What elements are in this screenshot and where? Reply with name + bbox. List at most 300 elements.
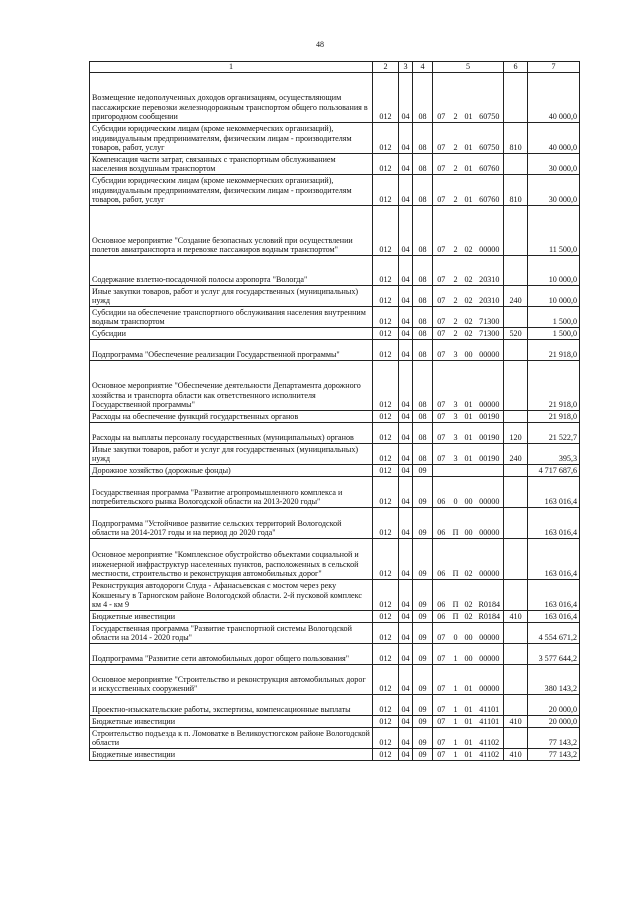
table-row [90, 307, 580, 328]
row-code-gov: 012 [373, 307, 399, 328]
row-name: Иные закупки товаров, работ и услуг для государственных (муниципальных) нужд [90, 286, 373, 307]
row-code-expense-type [504, 206, 528, 256]
row-code-subprogram: 1 [450, 749, 462, 761]
row-code-activity: 01 [462, 154, 476, 175]
table-row [90, 539, 580, 580]
row-code-subprogram: П [450, 611, 462, 623]
table-row [90, 423, 580, 444]
row-code-direction: 41101 [476, 716, 504, 728]
header-col-4: 4 [413, 62, 433, 73]
row-code-program: 07 [433, 716, 450, 728]
row-code-gov: 012 [373, 175, 399, 206]
table-row [90, 123, 580, 154]
row-code-gov: 012 [373, 154, 399, 175]
row-code-gov: 012 [373, 580, 399, 611]
row-code-direction: 00000 [476, 644, 504, 665]
row-code-activity: 00 [462, 644, 476, 665]
table-row [90, 695, 580, 716]
row-code-direction: 41102 [476, 728, 504, 749]
table-row [90, 623, 580, 644]
row-code-program: 07 [433, 256, 450, 286]
row-name: Проектно-изыскательские работы, экспертизы, компенсационные выплаты [90, 695, 373, 716]
row-code-expense-type [504, 508, 528, 539]
table-row [90, 73, 580, 123]
row-name: Государственная программа "Развитие агропромышленного комплекса и потребительского рынка Вологодской области на 2013-2020 годы" [90, 477, 373, 508]
row-amount: 380 143,2 [528, 665, 580, 695]
row-amount: 40 000,0 [528, 73, 580, 123]
row-code-activity: 02 [462, 256, 476, 286]
row-code-subprogram: 0 [450, 623, 462, 644]
row-code-gov: 012 [373, 508, 399, 539]
row-code-subsection: 09 [413, 644, 433, 665]
row-amount: 40 000,0 [528, 123, 580, 154]
row-code-section: 04 [399, 539, 413, 580]
row-code-gov: 012 [373, 465, 399, 477]
header-row [90, 62, 580, 73]
row-code-expense-type [504, 695, 528, 716]
row-code-subsection: 08 [413, 256, 433, 286]
row-code-direction: 20310 [476, 286, 504, 307]
row-code-direction: 60750 [476, 73, 504, 123]
row-amount: 21 918,0 [528, 411, 580, 423]
row-code-activity: 00 [462, 340, 476, 361]
row-code-expense-type [504, 307, 528, 328]
row-code-subprogram: 2 [450, 123, 462, 154]
row-code-subprogram: 3 [450, 340, 462, 361]
row-code-gov: 012 [373, 665, 399, 695]
row-code-activity: 02 [462, 611, 476, 623]
row-name: Субсидии [90, 328, 373, 340]
table-row [90, 411, 580, 423]
row-code-gov: 012 [373, 644, 399, 665]
row-name: Расходы на выплаты персоналу государственных (муниципальных) органов [90, 423, 373, 444]
row-code-expense-type [504, 477, 528, 508]
row-code-subsection: 08 [413, 361, 433, 411]
row-name: Подпрограмма "Устойчивое развитие сельских территорий Вологодской области на 2014-2017 годы и на период до 2020 года" [90, 508, 373, 539]
row-code-gov: 012 [373, 123, 399, 154]
row-code-expense-type [504, 644, 528, 665]
row-name: Основное мероприятие "Комплексное обустройство объектами социальной и инженерной инфраструктур населенных пунктов, расположенных в сельской местности, строительство и реконструкция автомобильных дорог" [90, 539, 373, 580]
row-code-gov: 012 [373, 361, 399, 411]
row-code-subprogram: 2 [450, 307, 462, 328]
row-code-section: 04 [399, 206, 413, 256]
row-code-activity: 02 [462, 307, 476, 328]
header-col-6: 6 [504, 62, 528, 73]
row-amount: 11 500,0 [528, 206, 580, 256]
row-code-activity: 01 [462, 175, 476, 206]
row-code-section: 04 [399, 423, 413, 444]
row-code-direction: 41102 [476, 749, 504, 761]
row-code-program: 06 [433, 477, 450, 508]
row-code-activity: 02 [462, 286, 476, 307]
row-code-activity: 02 [462, 206, 476, 256]
table-body [90, 73, 580, 761]
row-code-section: 04 [399, 444, 413, 465]
row-code-subsection: 08 [413, 206, 433, 256]
row-code-program: 07 [433, 749, 450, 761]
row-amount: 395,3 [528, 444, 580, 465]
row-amount: 21 522,7 [528, 423, 580, 444]
row-code-subprogram: 2 [450, 286, 462, 307]
row-name: Строительство подъезда к п. Ломоватке в Великоустюгском районе Вологодской области [90, 728, 373, 749]
row-code-section: 04 [399, 256, 413, 286]
row-code-expense-type: 520 [504, 328, 528, 340]
row-code-program: 07 [433, 73, 450, 123]
row-code-subprogram: 3 [450, 411, 462, 423]
row-amount: 10 000,0 [528, 256, 580, 286]
row-code-section: 04 [399, 728, 413, 749]
row-code-activity [462, 465, 476, 477]
row-code-direction: 00000 [476, 623, 504, 644]
row-code-subsection: 09 [413, 716, 433, 728]
row-amount: 4 717 687,6 [528, 465, 580, 477]
row-code-gov: 012 [373, 206, 399, 256]
row-name: Субсидии юридическим лицам (кроме некоммерческих организаций), индивидуальным предпринимателям, физическим лицам - производителям товаров, работ, услуг [90, 175, 373, 206]
row-code-gov: 012 [373, 340, 399, 361]
row-code-subsection: 08 [413, 123, 433, 154]
row-code-subprogram: 3 [450, 444, 462, 465]
row-code-subprogram: 2 [450, 328, 462, 340]
table-row [90, 477, 580, 508]
row-code-subprogram: 2 [450, 154, 462, 175]
row-code-subsection: 09 [413, 539, 433, 580]
row-code-expense-type: 120 [504, 423, 528, 444]
row-name: Бюджетные инвестиции [90, 716, 373, 728]
row-code-expense-type [504, 361, 528, 411]
row-name: Возмещение недополученных доходов организациям, осуществляющим пассажирские перевозки железнодорожным транспортом общего пользования в пригородном сообщении [90, 73, 373, 123]
row-code-subsection: 09 [413, 695, 433, 716]
row-code-program: 07 [433, 286, 450, 307]
row-code-section: 04 [399, 580, 413, 611]
row-code-activity: 01 [462, 423, 476, 444]
row-name: Подпрограмма "Обеспечение реализации Государственной программы" [90, 340, 373, 361]
row-code-gov: 012 [373, 477, 399, 508]
row-code-program: 06 [433, 508, 450, 539]
row-code-gov: 012 [373, 749, 399, 761]
row-code-section: 04 [399, 623, 413, 644]
row-code-section: 04 [399, 695, 413, 716]
row-code-expense-type [504, 256, 528, 286]
page-number: 48 [316, 40, 324, 49]
row-code-subprogram: П [450, 539, 462, 580]
row-name: Иные закупки товаров, работ и услуг для государственных (муниципальных) нужд [90, 444, 373, 465]
row-name: Бюджетные инвестиции [90, 611, 373, 623]
row-code-subsection: 08 [413, 444, 433, 465]
header-col-1: 1 [90, 62, 373, 73]
row-code-section: 04 [399, 749, 413, 761]
row-code-direction: 00190 [476, 423, 504, 444]
row-code-section: 04 [399, 286, 413, 307]
row-code-program: 07 [433, 307, 450, 328]
row-code-gov: 012 [373, 73, 399, 123]
row-code-section: 04 [399, 175, 413, 206]
table-row [90, 154, 580, 175]
row-name: Основное мероприятие "Строительство и реконструкция автомобильных дорог и искусственных сооружений" [90, 665, 373, 695]
row-code-subsection: 09 [413, 465, 433, 477]
row-code-program: 07 [433, 175, 450, 206]
row-code-activity: 01 [462, 73, 476, 123]
row-amount: 4 554 671,2 [528, 623, 580, 644]
row-code-gov: 012 [373, 716, 399, 728]
row-code-subsection: 08 [413, 73, 433, 123]
row-code-program: 07 [433, 340, 450, 361]
row-code-gov: 012 [373, 328, 399, 340]
row-amount: 20 000,0 [528, 716, 580, 728]
row-code-gov: 012 [373, 444, 399, 465]
row-code-subprogram: 1 [450, 644, 462, 665]
table-row [90, 728, 580, 749]
row-code-subprogram: 2 [450, 175, 462, 206]
row-amount: 1 500,0 [528, 307, 580, 328]
row-code-expense-type: 240 [504, 286, 528, 307]
row-code-subprogram: 3 [450, 361, 462, 411]
row-name: Дорожное хозяйство (дорожные фонды) [90, 465, 373, 477]
row-code-activity: 01 [462, 695, 476, 716]
row-code-program: 07 [433, 123, 450, 154]
row-code-expense-type [504, 73, 528, 123]
row-amount: 163 016,4 [528, 477, 580, 508]
row-code-subsection: 08 [413, 340, 433, 361]
row-amount: 163 016,4 [528, 611, 580, 623]
row-code-direction: 60760 [476, 175, 504, 206]
row-code-direction: R0184 [476, 611, 504, 623]
row-code-section: 04 [399, 508, 413, 539]
table-row [90, 580, 580, 611]
row-code-gov: 012 [373, 286, 399, 307]
row-name: Бюджетные инвестиции [90, 749, 373, 761]
row-code-expense-type [504, 623, 528, 644]
row-code-program: 07 [433, 206, 450, 256]
row-code-expense-type: 810 [504, 175, 528, 206]
table-row [90, 611, 580, 623]
row-code-subsection: 09 [413, 665, 433, 695]
row-amount: 163 016,4 [528, 580, 580, 611]
row-code-gov: 012 [373, 695, 399, 716]
row-name: Основное мероприятие "Обеспечение деятельности Департамента дорожного хозяйства и транспорта области как ответственного исполнителя Государственной программы" [90, 361, 373, 411]
row-code-program: 07 [433, 361, 450, 411]
row-code-section: 04 [399, 361, 413, 411]
table-row [90, 361, 580, 411]
row-code-activity: 01 [462, 411, 476, 423]
row-amount: 21 918,0 [528, 361, 580, 411]
table-row [90, 444, 580, 465]
row-amount: 20 000,0 [528, 695, 580, 716]
row-code-program: 07 [433, 328, 450, 340]
row-code-expense-type [504, 728, 528, 749]
row-code-program: 07 [433, 728, 450, 749]
row-amount: 30 000,0 [528, 154, 580, 175]
row-code-program: 07 [433, 644, 450, 665]
row-code-program: 07 [433, 444, 450, 465]
row-name: Государственная программа "Развитие транспортной системы Вологодской области на 2014 - 2020 годы" [90, 623, 373, 644]
row-code-program: 06 [433, 580, 450, 611]
row-amount: 21 918,0 [528, 340, 580, 361]
row-code-subprogram: 0 [450, 477, 462, 508]
row-code-direction: 00000 [476, 665, 504, 695]
row-name: Компенсация части затрат, связанных с транспортным обслуживанием населения воздушным транспортом [90, 154, 373, 175]
table-row [90, 206, 580, 256]
row-code-direction: 20310 [476, 256, 504, 286]
row-code-direction: 00000 [476, 508, 504, 539]
row-code-activity: 01 [462, 444, 476, 465]
row-code-expense-type: 410 [504, 716, 528, 728]
header-col-3: 3 [399, 62, 413, 73]
table-row [90, 328, 580, 340]
row-code-section: 04 [399, 328, 413, 340]
row-code-activity: 01 [462, 749, 476, 761]
row-code-direction: 60760 [476, 154, 504, 175]
row-code-subsection: 08 [413, 411, 433, 423]
row-amount: 77 143,2 [528, 749, 580, 761]
row-code-gov: 012 [373, 256, 399, 286]
row-code-program: 07 [433, 423, 450, 444]
row-code-activity: 00 [462, 508, 476, 539]
row-code-expense-type: 410 [504, 611, 528, 623]
row-code-activity: 01 [462, 716, 476, 728]
row-code-section: 04 [399, 307, 413, 328]
row-code-section: 04 [399, 716, 413, 728]
row-code-activity: 02 [462, 328, 476, 340]
table-row [90, 716, 580, 728]
row-code-section: 04 [399, 154, 413, 175]
row-code-subprogram: 1 [450, 716, 462, 728]
table-row [90, 508, 580, 539]
row-code-section: 04 [399, 665, 413, 695]
row-code-direction [476, 465, 504, 477]
row-name: Расходы на обеспечение функций государственных органов [90, 411, 373, 423]
row-name: Содержание взлетно-посадочной полосы аэропорта "Вологда" [90, 256, 373, 286]
row-code-gov: 012 [373, 411, 399, 423]
row-code-program: 07 [433, 623, 450, 644]
row-code-subprogram: П [450, 508, 462, 539]
row-code-activity: 01 [462, 728, 476, 749]
row-code-program: 07 [433, 695, 450, 716]
row-code-subsection: 08 [413, 423, 433, 444]
row-code-subprogram: 1 [450, 728, 462, 749]
row-code-activity: 02 [462, 539, 476, 580]
row-code-activity: 01 [462, 123, 476, 154]
table-row [90, 256, 580, 286]
table-row [90, 665, 580, 695]
row-code-expense-type [504, 465, 528, 477]
row-name: Основное мероприятие "Создание безопасных условий при осуществлении полетов авиатранспорта и перевозке пассажиров водным транспортом" [90, 206, 373, 256]
row-code-expense-type [504, 154, 528, 175]
row-code-gov: 012 [373, 623, 399, 644]
table-row [90, 175, 580, 206]
row-code-expense-type [504, 580, 528, 611]
row-amount: 77 143,2 [528, 728, 580, 749]
row-name: Субсидии на обеспечение транспортного обслуживания населения внутренним водным транспортом [90, 307, 373, 328]
row-code-direction: 00000 [476, 361, 504, 411]
row-code-direction: 00190 [476, 444, 504, 465]
row-code-expense-type [504, 340, 528, 361]
row-code-expense-type [504, 665, 528, 695]
table-row [90, 465, 580, 477]
row-code-subprogram: 2 [450, 73, 462, 123]
row-code-program: 07 [433, 665, 450, 695]
row-code-section: 04 [399, 411, 413, 423]
row-amount: 1 500,0 [528, 328, 580, 340]
row-code-subsection: 09 [413, 623, 433, 644]
row-code-expense-type: 240 [504, 444, 528, 465]
row-code-subprogram: 1 [450, 665, 462, 695]
row-code-subsection: 08 [413, 175, 433, 206]
row-code-subprogram: 3 [450, 423, 462, 444]
row-code-program: 07 [433, 154, 450, 175]
row-code-direction: 00000 [476, 340, 504, 361]
row-amount: 30 000,0 [528, 175, 580, 206]
row-code-direction: 60750 [476, 123, 504, 154]
row-amount: 10 000,0 [528, 286, 580, 307]
row-code-direction: 00000 [476, 206, 504, 256]
row-code-section: 04 [399, 611, 413, 623]
row-amount: 163 016,4 [528, 539, 580, 580]
table-row [90, 644, 580, 665]
row-code-subsection: 09 [413, 728, 433, 749]
row-code-subsection: 08 [413, 328, 433, 340]
row-code-direction: 00000 [476, 539, 504, 580]
row-code-subsection: 09 [413, 749, 433, 761]
header-col-7: 7 [528, 62, 580, 73]
row-code-section: 04 [399, 644, 413, 665]
row-code-activity: 02 [462, 580, 476, 611]
row-code-gov: 012 [373, 539, 399, 580]
row-code-program: 07 [433, 411, 450, 423]
header-col-5: 5 [433, 62, 504, 73]
budget-table [89, 61, 580, 761]
row-name: Реконструкция автодороги Слуда - Афанасьевская с мостом через реку Кокшеньгу в Тарногском районе Вологодской области. 2-й пусковой комплекс км 4 - км 9 [90, 580, 373, 611]
row-code-subsection: 09 [413, 477, 433, 508]
row-code-subsection: 08 [413, 307, 433, 328]
row-code-section: 04 [399, 73, 413, 123]
row-code-activity: 01 [462, 361, 476, 411]
header-col-2: 2 [373, 62, 399, 73]
row-code-expense-type [504, 539, 528, 580]
row-code-subprogram: 2 [450, 256, 462, 286]
row-code-direction: 00000 [476, 477, 504, 508]
row-code-subprogram: 2 [450, 206, 462, 256]
row-code-subprogram: П [450, 580, 462, 611]
row-code-gov: 012 [373, 728, 399, 749]
row-code-expense-type: 810 [504, 123, 528, 154]
row-code-subprogram: 1 [450, 695, 462, 716]
row-code-direction: 71300 [476, 307, 504, 328]
row-code-program [433, 465, 450, 477]
row-name: Подпрограмма "Развитие сети автомобильных дорог общего пользования" [90, 644, 373, 665]
table-row [90, 749, 580, 761]
row-code-section: 04 [399, 465, 413, 477]
row-code-subsection: 09 [413, 580, 433, 611]
row-code-subsection: 09 [413, 508, 433, 539]
row-amount: 163 016,4 [528, 508, 580, 539]
row-code-direction: R0184 [476, 580, 504, 611]
table-row [90, 286, 580, 307]
row-code-subsection: 09 [413, 611, 433, 623]
row-code-direction: 41101 [476, 695, 504, 716]
row-code-subsection: 08 [413, 154, 433, 175]
row-code-activity: 00 [462, 623, 476, 644]
row-code-expense-type [504, 411, 528, 423]
row-code-direction: 71300 [476, 328, 504, 340]
row-code-subsection: 08 [413, 286, 433, 307]
row-code-activity: 00 [462, 477, 476, 508]
row-code-direction: 00190 [476, 411, 504, 423]
table-row [90, 340, 580, 361]
row-code-section: 04 [399, 477, 413, 508]
row-code-activity: 01 [462, 665, 476, 695]
row-name: Субсидии юридическим лицам (кроме некоммерческих организаций), индивидуальным предпринимателям, физическим лицам - производителям товаров, работ, услуг [90, 123, 373, 154]
row-code-section: 04 [399, 340, 413, 361]
